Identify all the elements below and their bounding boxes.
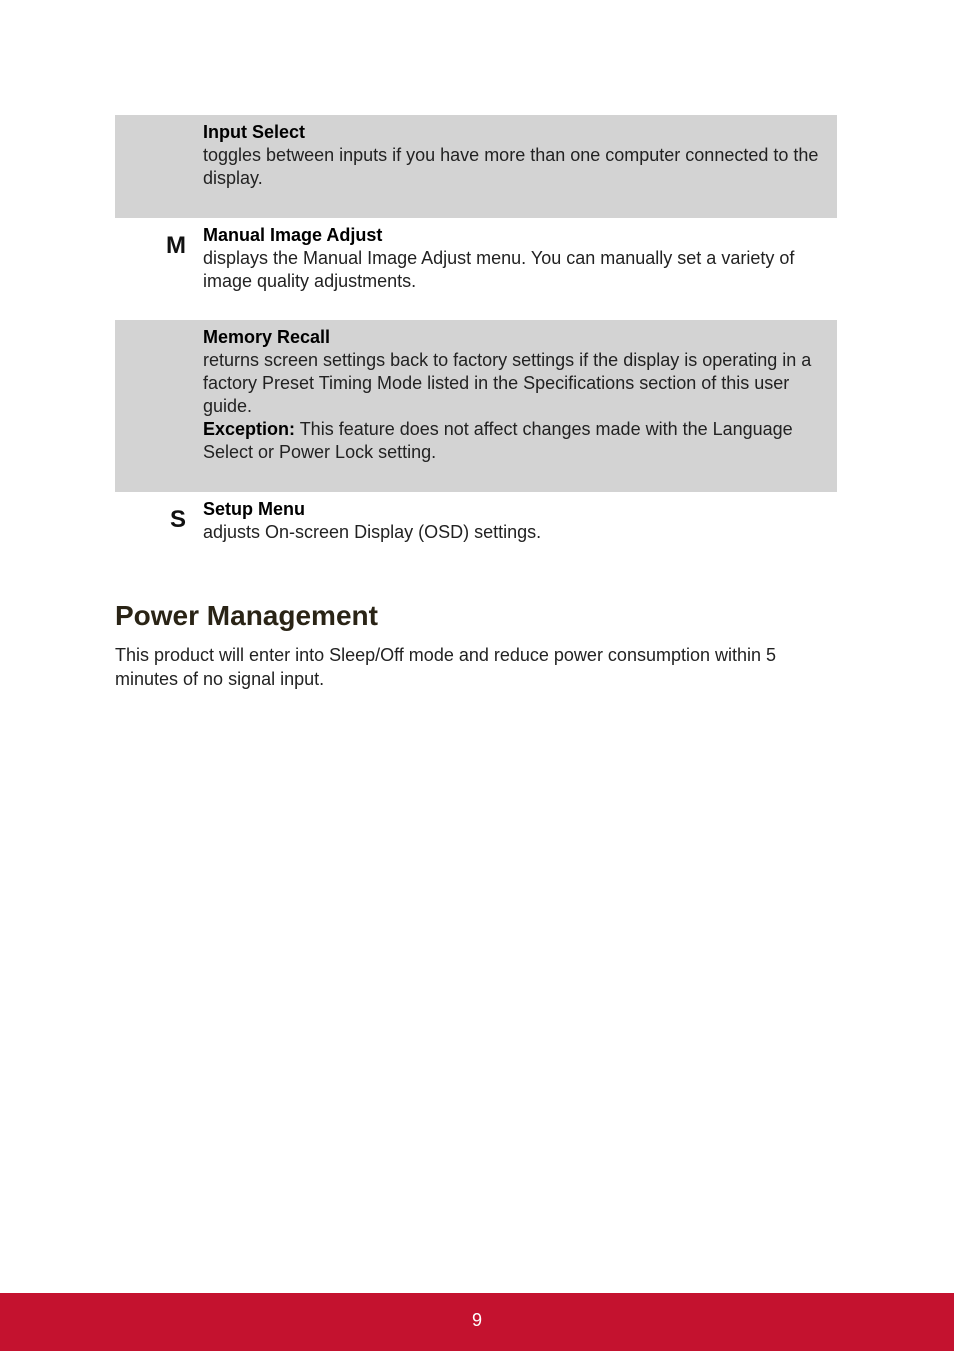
power-management-text: This product will enter into Sleep/Off mode and reduce power consumption within 5 minutes of no signal input. — [115, 645, 777, 689]
osd-item-title: Memory Recall — [203, 327, 331, 347]
osd-body — [203, 325, 837, 492]
osd-key: M — [166, 232, 186, 259]
osd-body — [203, 224, 837, 320]
osd-key: S — [169, 506, 186, 533]
osd-item-title: Input Select — [203, 122, 306, 142]
osd-body — [203, 498, 837, 552]
page-footer — [0, 1293, 954, 1351]
osd-controls-table — [115, 115, 837, 552]
osd-key — [115, 325, 203, 492]
osd-row-manual-image-adjust — [115, 218, 837, 320]
osd-item-description: displays the Manual Image Adjust menu. You can manually set a variety of image quality adjustments. — [203, 248, 795, 291]
osd-item-title: Setup Menu — [203, 499, 305, 519]
exception-label: Exception: — [203, 419, 296, 439]
osd-item-title: Manual Image Adjust — [203, 225, 383, 245]
osd-key — [115, 120, 203, 218]
osd-item-description: returns screen settings back to factory settings if the display is operating in a factory Preset Timing Mode listed in the Specifications section of this user guide. — [203, 350, 812, 416]
osd-row-input-select — [115, 115, 837, 218]
osd-item-exception — [203, 418, 827, 464]
osd-body — [203, 120, 837, 218]
osd-row-setup-menu — [115, 492, 837, 552]
section-title-power-management: Power Management — [115, 600, 378, 631]
osd-item-description: adjusts On-screen Display (OSD) settings. — [203, 522, 542, 542]
osd-row-memory-recall — [115, 320, 837, 492]
page-number: 9 — [471, 1310, 482, 1330]
osd-item-description: toggles between inputs if you have more than one computer connected to the display. — [203, 145, 819, 188]
exception-text: This feature does not affect changes made with the Language Select or Power Lock setting. — [203, 419, 793, 462]
